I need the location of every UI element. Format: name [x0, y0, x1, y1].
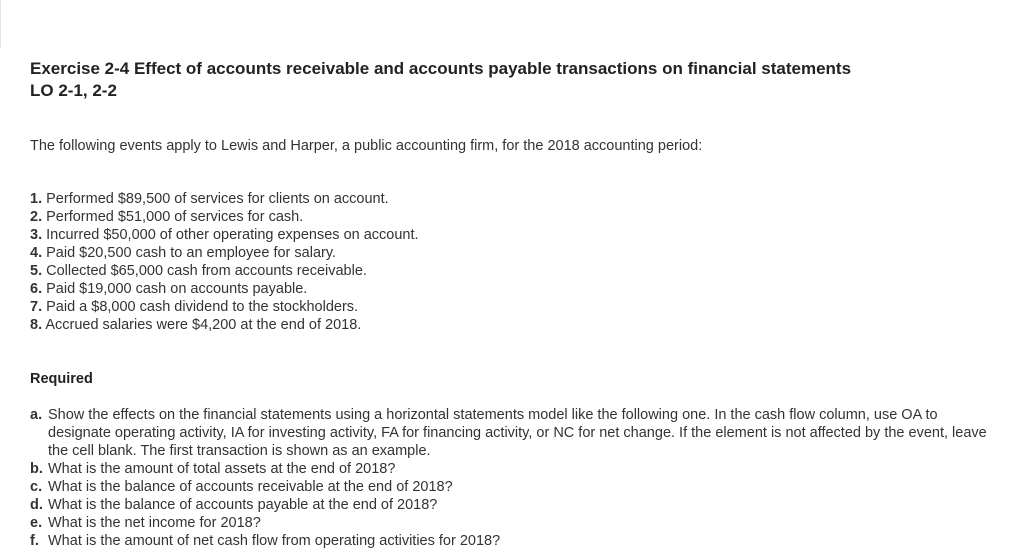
event-text: Paid $20,500 cash to an employee for salary.	[46, 245, 337, 261]
question-letter: f.	[30, 533, 39, 549]
event-item	[30, 262, 990, 280]
question-letter: e.	[30, 515, 43, 531]
event-number: 1.	[30, 191, 43, 207]
question-text: What is the balance of accounts receivable at the end of 2018?	[48, 479, 453, 495]
event-text: Collected $65,000 cash from accounts receivable.	[46, 263, 367, 279]
event-text: Incurred $50,000 of other operating expenses on account.	[46, 227, 419, 243]
event-item	[30, 226, 990, 244]
event-text: Paid $19,000 cash on accounts payable.	[46, 281, 308, 297]
question-text: What is the net income for 2018?	[48, 515, 261, 531]
event-number: 5.	[30, 263, 43, 279]
question-letter: c.	[30, 479, 43, 495]
required-question	[30, 532, 990, 550]
question-text: Show the effects on the financial statements using a horizontal statements model like the following one. In the cash flow column, use OA to designate operating activity, IA for investing activity, FA for financing activity, or NC for net change. If the element is not affected by the event, leave the cell blank. The first transaction is shown as an example.	[48, 407, 987, 459]
required-heading: Required	[30, 371, 93, 387]
event-text: Paid a $8,000 cash dividend to the stockholders.	[46, 299, 359, 315]
event-text: Accrued salaries were $4,200 at the end of 2018.	[45, 317, 362, 333]
required-question-list	[30, 406, 990, 550]
event-number: 8.	[30, 317, 43, 333]
question-text: What is the amount of total assets at the end of 2018?	[48, 461, 396, 477]
required-question	[30, 460, 990, 478]
question-text: What is the balance of accounts payable at the end of 2018?	[48, 497, 438, 513]
exercise-title-text: Exercise 2-4 Effect of accounts receivable and accounts payable transactions on financial statements	[30, 59, 852, 78]
event-text: Performed $51,000 of services for cash.	[46, 209, 304, 225]
event-item	[30, 190, 990, 208]
event-number: 4.	[30, 245, 43, 261]
event-number: 6.	[30, 281, 43, 297]
question-letter: d.	[30, 497, 43, 513]
required-question	[30, 478, 990, 496]
event-item	[30, 280, 990, 298]
question-letter: b.	[30, 461, 43, 477]
question-letter: a.	[30, 407, 43, 423]
event-list	[30, 190, 990, 334]
exercise-title	[30, 58, 990, 102]
event-item	[30, 208, 990, 226]
left-edge-divider	[0, 0, 1, 48]
required-question	[30, 406, 990, 460]
exercise-intro: The following events apply to Lewis and Harper, a public accounting firm, for the 2018 accounting period:	[30, 138, 703, 154]
event-number: 7.	[30, 299, 43, 315]
event-item	[30, 298, 990, 316]
event-number: 3.	[30, 227, 43, 243]
required-question	[30, 514, 990, 532]
question-text: What is the amount of net cash flow from operating activities for 2018?	[48, 533, 501, 549]
exercise-learning-objectives: LO 2-1, 2-2	[30, 81, 117, 100]
event-item	[30, 316, 990, 334]
exercise-content	[30, 58, 990, 550]
event-item	[30, 244, 990, 262]
event-text: Performed $89,500 of services for clients on account.	[46, 191, 389, 207]
event-number: 2.	[30, 209, 43, 225]
required-question	[30, 496, 990, 514]
